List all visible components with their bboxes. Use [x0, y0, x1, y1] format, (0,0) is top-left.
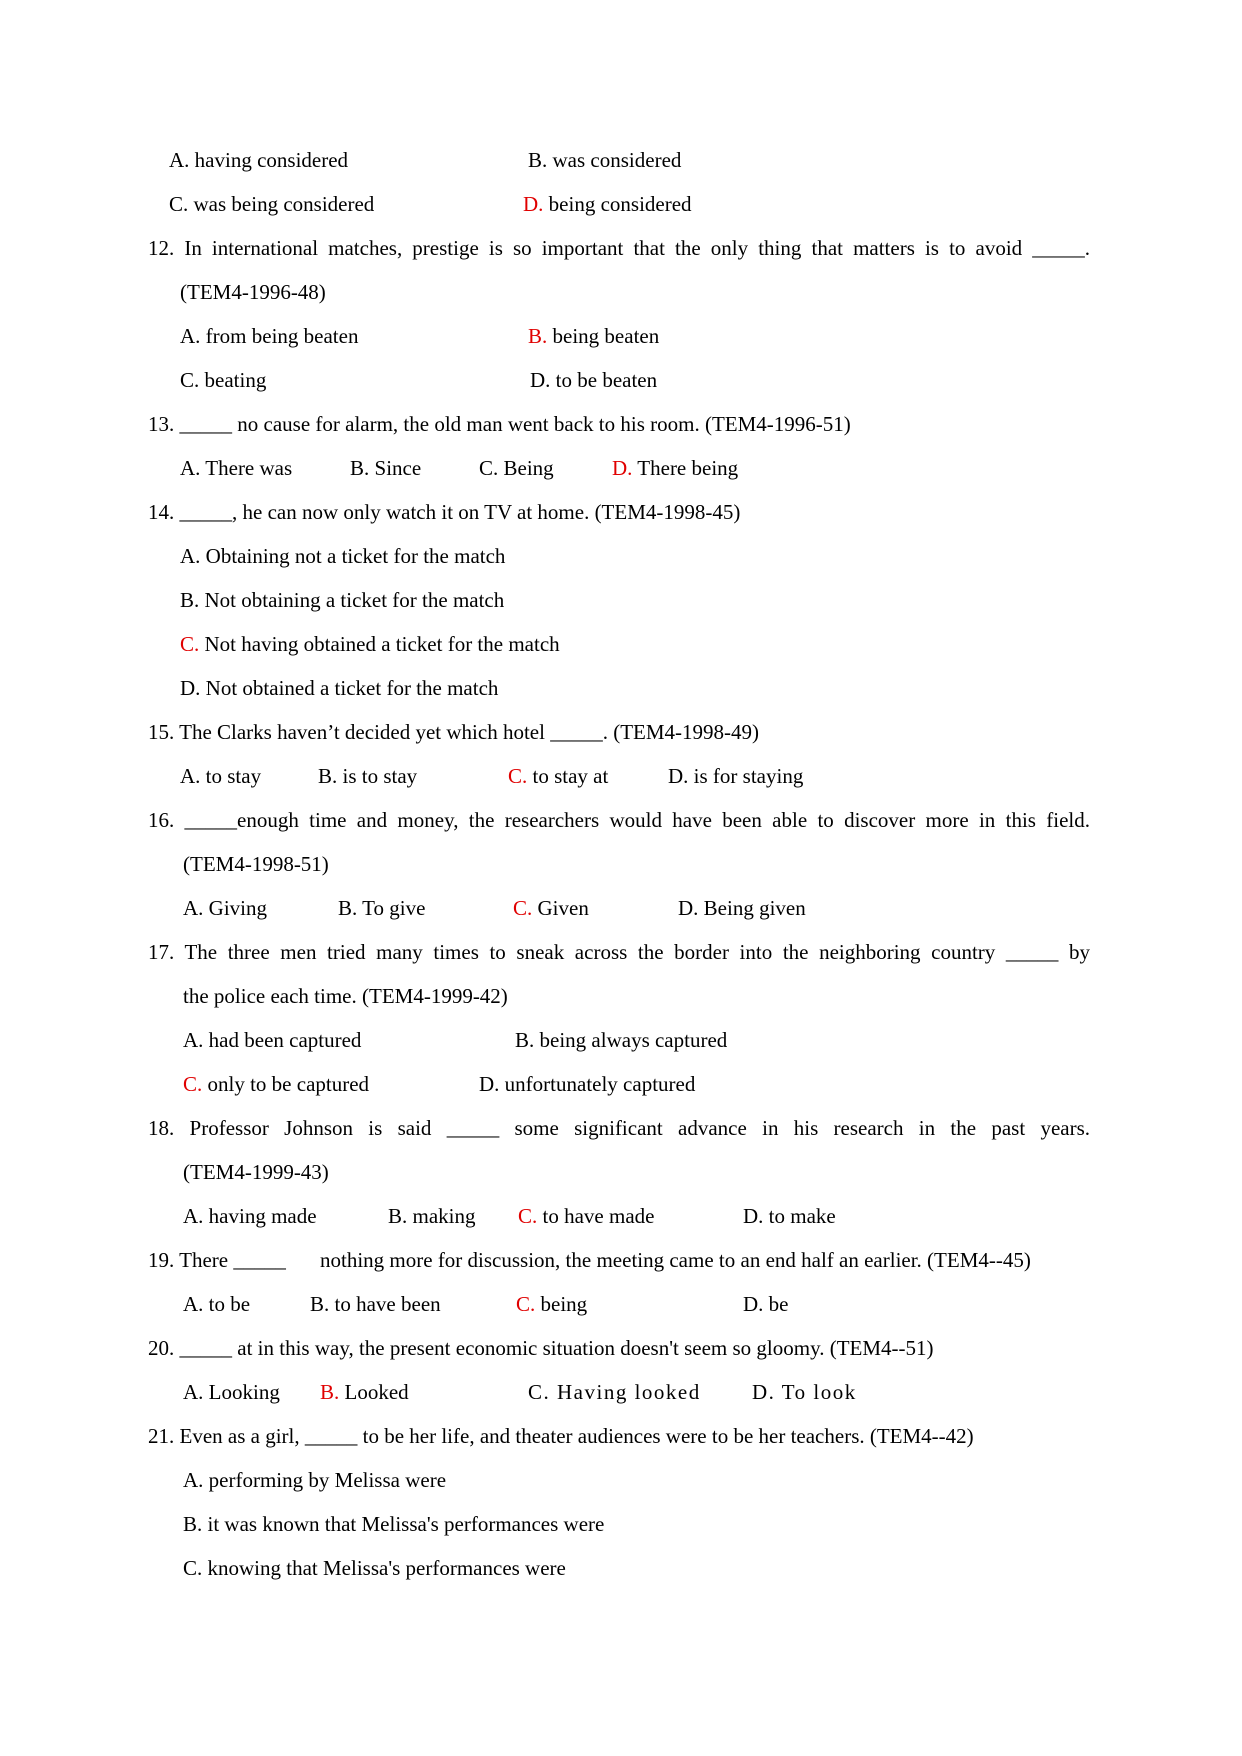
option-text: Since — [369, 456, 422, 480]
option-letter: A. — [183, 1468, 204, 1492]
q17-option-a — [183, 1028, 361, 1052]
q16-option-a — [183, 896, 267, 920]
q16-source: (TEM4-1998-51) — [183, 852, 329, 876]
option-text: There was — [200, 456, 293, 480]
option-letter: A. — [183, 1380, 204, 1404]
option-letter: C. — [169, 192, 189, 216]
q20-option-a — [183, 1380, 280, 1404]
option-text: being — [535, 1292, 588, 1316]
q19-option-c — [516, 1292, 587, 1316]
q17-option-c — [183, 1072, 369, 1096]
q11-option-b — [528, 148, 681, 172]
q15-stem: 15. The Clarks haven’t decided yet which hotel _____. (TEM4-1998-49) — [148, 720, 759, 744]
option-letter: C. — [183, 1072, 203, 1096]
q14-option-b — [180, 588, 504, 612]
option-text: Looked — [339, 1380, 409, 1404]
q20-option-c — [528, 1380, 701, 1404]
q13-option-b — [350, 456, 421, 480]
q21-option-c — [183, 1556, 566, 1580]
option-letter: B. — [338, 896, 358, 920]
option-letter: A. — [183, 1028, 204, 1052]
option-letter: B. — [318, 764, 338, 788]
option-letter: B. — [183, 1512, 203, 1536]
q17-stem: 17. The three men tried many times to sneak across the border into the neighboring country _____ by — [148, 940, 1090, 964]
option-text: to be beaten — [550, 368, 658, 392]
option-letter: B. — [310, 1292, 330, 1316]
q19-option-b — [310, 1292, 441, 1316]
q16-stem: 16. _____enough time and money, the researchers would have been able to discover more in this field. — [148, 808, 1090, 832]
option-letter: A. — [180, 456, 201, 480]
option-letter: C. — [508, 764, 528, 788]
q21-stem: 21. Even as a girl, _____ to be her life, and theater audiences were to be her teachers. (TEM4--42) — [148, 1424, 974, 1448]
q16-option-d — [678, 896, 806, 920]
option-letter: D. — [523, 192, 544, 216]
option-letter: C. — [513, 896, 533, 920]
q21-option-a — [183, 1468, 446, 1492]
option-text: being beaten — [547, 324, 660, 348]
option-text: to have made — [537, 1204, 655, 1228]
option-text: Being — [498, 456, 554, 480]
option-text: from being beaten — [200, 324, 359, 348]
option-letter: A. — [169, 148, 190, 172]
option-letter: C. — [180, 368, 200, 392]
option-text: to have been — [329, 1292, 441, 1316]
option-text: was being considered — [188, 192, 375, 216]
q19-option-a — [183, 1292, 250, 1316]
q20-stem: 20. _____ at in this way, the present economic situation doesn't seem so gloomy. (TEM4--51) — [148, 1336, 934, 1360]
option-letter: D. — [743, 1204, 764, 1228]
q17-option-d — [479, 1072, 695, 1096]
q21-option-b — [183, 1512, 604, 1536]
q12-source: (TEM4-1996-48) — [180, 280, 326, 304]
option-text: Not obtaining a ticket for the match — [199, 588, 505, 612]
q12-option-d — [530, 368, 657, 392]
option-text: to stay — [200, 764, 262, 788]
option-letter: C. — [518, 1204, 538, 1228]
option-letter: C. — [516, 1292, 536, 1316]
option-text: to stay at — [527, 764, 609, 788]
option-text: to make — [763, 1204, 836, 1228]
option-text: being always captured — [534, 1028, 728, 1052]
q14-stem: 14. _____, he can now only watch it on TV at home. (TEM4-1998-45) — [148, 500, 741, 524]
option-text: to be — [203, 1292, 251, 1316]
q19-stem-end: nothing more for discussion, the meeting came to an end half an earlier. (TEM4--45) — [320, 1248, 1031, 1272]
q12-option-b — [528, 324, 659, 348]
q13-option-c — [479, 456, 554, 480]
option-text: being considered — [543, 192, 692, 216]
option-letter: D. — [180, 676, 201, 700]
option-text: performing by Melissa were — [203, 1468, 447, 1492]
q13-option-a — [180, 456, 292, 480]
q16-option-c — [513, 896, 589, 920]
option-text: There being — [632, 456, 739, 480]
option-text: Given — [532, 896, 589, 920]
option-letter: C. — [183, 1556, 203, 1580]
q12-option-c — [180, 368, 266, 392]
option-text: was considered — [547, 148, 682, 172]
option-letter: B. — [350, 456, 370, 480]
option-letter: B. — [180, 588, 200, 612]
option-text: be — [763, 1292, 789, 1316]
q12-stem: 12. In international matches, prestige is so important that the only thing that matters is to avoid _____. — [148, 236, 1090, 260]
q13-option-d — [612, 456, 738, 480]
q20-option-b — [320, 1380, 409, 1404]
q17-option-b — [515, 1028, 727, 1052]
q14-option-a — [180, 544, 505, 568]
q18-option-d — [743, 1204, 836, 1228]
option-text: unfortunately captured — [499, 1072, 696, 1096]
option-text: having considered — [189, 148, 349, 172]
q18-source: (TEM4-1999-43) — [183, 1160, 329, 1184]
q18-stem: 18. Professor Johnson is said _____ some significant advance in his research in the past years. — [148, 1116, 1090, 1140]
q11-option-c — [169, 192, 374, 216]
option-text: is to stay — [337, 764, 418, 788]
option-text: Looking — [203, 1380, 280, 1404]
option-text: Having looked — [550, 1380, 701, 1404]
q17-stem-continued: the police each time. (TEM4-1999-42) — [183, 984, 508, 1008]
option-text: making — [407, 1204, 476, 1228]
q11-option-a — [169, 148, 348, 172]
q15-option-c — [508, 764, 608, 788]
q15-option-d — [668, 764, 803, 788]
option-letter: D. — [752, 1380, 776, 1404]
option-letter: D. — [743, 1292, 764, 1316]
option-letter: B. — [528, 324, 548, 348]
option-letter: A. — [183, 1292, 204, 1316]
q18-option-b — [388, 1204, 476, 1228]
q14-option-c — [180, 632, 560, 656]
q19-stem-start: 19. There _____ — [148, 1248, 286, 1272]
option-letter: C. — [479, 456, 499, 480]
option-letter: A. — [180, 764, 201, 788]
q20-option-d — [752, 1380, 857, 1404]
option-text: knowing that Melissa's performances were — [202, 1556, 566, 1580]
option-text: is for staying — [688, 764, 804, 788]
option-letter: C. — [528, 1380, 551, 1404]
q16-option-b — [338, 896, 425, 920]
option-letter: A. — [180, 324, 201, 348]
option-letter: B. — [320, 1380, 340, 1404]
option-text: it was known that Melissa's performances were — [202, 1512, 605, 1536]
option-letter: B. — [528, 148, 548, 172]
option-text: Obtaining not a ticket for the match — [200, 544, 506, 568]
q18-option-a — [183, 1204, 317, 1228]
option-letter: D. — [479, 1072, 500, 1096]
option-letter: D. — [668, 764, 689, 788]
option-text: only to be captured — [202, 1072, 370, 1096]
q14-option-d — [180, 676, 498, 700]
q15-option-a — [180, 764, 261, 788]
q15-option-b — [318, 764, 417, 788]
option-letter: A. — [183, 896, 204, 920]
option-letter: D. — [678, 896, 699, 920]
option-text: Being given — [698, 896, 806, 920]
option-text: had been captured — [203, 1028, 362, 1052]
option-letter: D. — [530, 368, 551, 392]
option-letter: A. — [180, 544, 201, 568]
option-text: beating — [199, 368, 267, 392]
option-letter: B. — [515, 1028, 535, 1052]
q13-stem: 13. _____ no cause for alarm, the old man went back to his room. (TEM4-1996-51) — [148, 412, 851, 436]
option-letter: D. — [612, 456, 633, 480]
option-text: Not having obtained a ticket for the match — [199, 632, 560, 656]
option-text: To give — [357, 896, 426, 920]
q12-option-a — [180, 324, 358, 348]
q11-option-d — [523, 192, 692, 216]
option-letter: C. — [180, 632, 200, 656]
option-text: having made — [203, 1204, 317, 1228]
option-letter: B. — [388, 1204, 408, 1228]
q18-option-c — [518, 1204, 654, 1228]
option-text: To look — [775, 1380, 857, 1404]
option-text: Not obtained a ticket for the match — [200, 676, 499, 700]
option-text: Giving — [203, 896, 268, 920]
option-letter: A. — [183, 1204, 204, 1228]
q19-option-d — [743, 1292, 789, 1316]
